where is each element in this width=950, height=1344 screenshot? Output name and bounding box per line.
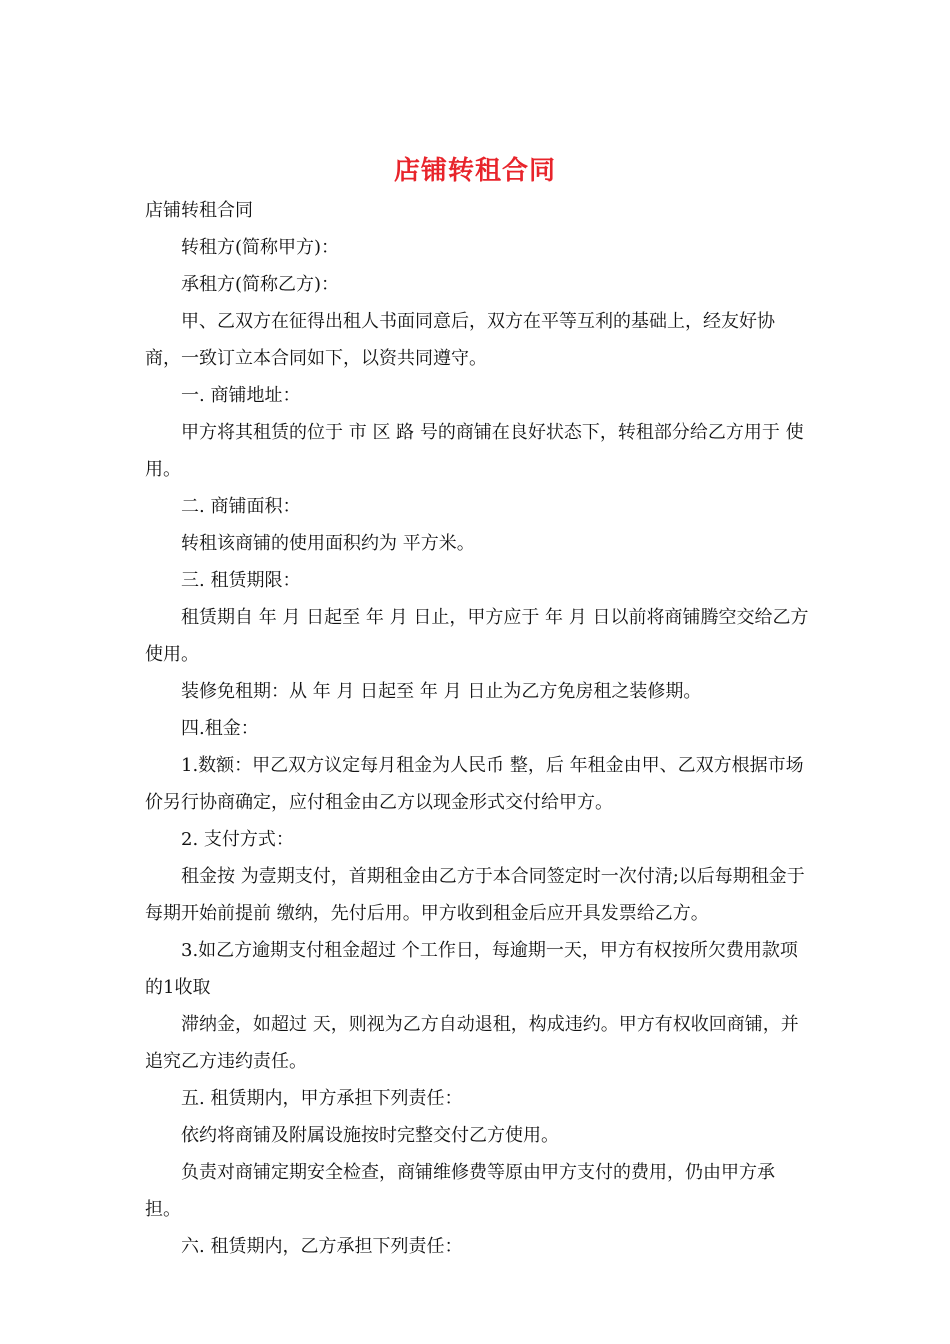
section-6-heading: 六. 租赁期内，乙方承担下列责任：	[181, 1236, 463, 1257]
paragraph-preamble: 甲、乙双方在征得出租人书面同意后，双方在平等互利的基础上，经友好协商，一致订立本合同如下，以资共同遵守。	[145, 311, 775, 369]
section-3-text: 租赁期自 年 月 日起至 年 月 日止，甲方应于 年 月 日以前将商铺腾空交给乙方使用。	[145, 607, 809, 665]
paragraph-party-b: 承租方(简称乙方)：	[181, 274, 340, 295]
section-3-heading: 三. 租赁期限：	[181, 570, 301, 591]
section-4-late-fee: 滞纳金，如超过 天，则视为乙方自动退租，构成违约。甲方有权收回商铺，并追究乙方违约责任。	[145, 1014, 799, 1072]
document-body	[145, 192, 810, 1265]
document-title: 店铺转租合同	[393, 156, 556, 186]
section-2-text: 转租该商铺的使用面积约为 平方米。	[181, 533, 475, 554]
section-3-renovation: 装修免租期：从 年 月 日起至 年 月 日止为乙方免房租之装修期。	[181, 681, 702, 702]
section-1-text: 甲方将其租赁的位于 市 区 路 号的商铺在良好状态下，转租部分给乙方用于 使用。	[145, 422, 804, 480]
section-4-amount: 1.数额：甲乙双方议定每月租金为人民币 整，后 年租金由甲、乙双方根据市场价另行协商确定，应付租金由乙方以现金形式交付给甲方。	[145, 755, 804, 813]
section-4-heading: 四.租金：	[181, 718, 259, 739]
paragraph-heading: 店铺转租合同	[145, 200, 253, 221]
paragraph-party-a: 转租方(简称甲方)：	[181, 237, 340, 258]
section-5-item-1: 依约将商铺及附属设施按时完整交付乙方使用。	[181, 1125, 559, 1146]
section-5-heading: 五. 租赁期内，甲方承担下列责任：	[181, 1088, 463, 1109]
section-4-payment-text: 租金按 为壹期支付，首期租金由乙方于本合同签定时一次付清;以后每期租金于每期开始前提前 缴纳，先付后用。甲方收到租金后应开具发票给乙方。	[145, 866, 805, 924]
section-2-heading: 二. 商铺面积：	[181, 496, 301, 517]
section-4-late-payment: 3.如乙方逾期支付租金超过 个工作日，每逾期一天，甲方有权按所欠费用款项的1收取	[145, 940, 798, 998]
section-5-item-2: 负责对商铺定期安全检查，商铺维修费等原由甲方支付的费用，仍由甲方承担。	[145, 1162, 775, 1220]
section-1-heading: 一. 商铺地址：	[181, 385, 301, 406]
section-4-payment-heading: 2. 支付方式：	[181, 829, 294, 850]
